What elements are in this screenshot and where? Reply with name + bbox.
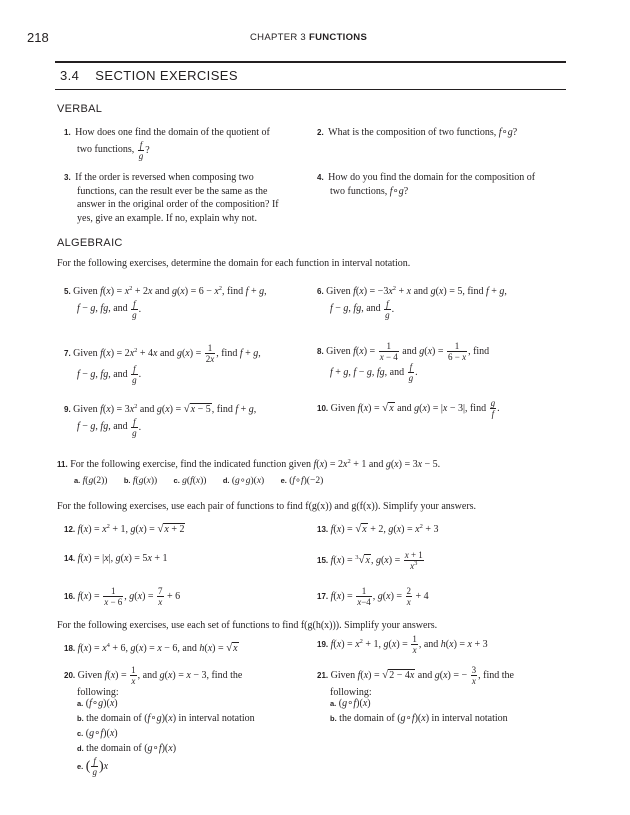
- page-number: 218: [27, 30, 49, 45]
- exercise-number: 19.: [317, 639, 329, 649]
- exercise-17: 17. f(x) = $\frac{1}{x-4}$ , g(x) = $\frac{2}{x}$ + 4: [317, 586, 429, 607]
- section-top-rule: [55, 61, 566, 63]
- chapter-label: CHAPTER 3: [250, 32, 307, 43]
- exercise-5: 5. Given $f(x) = x^2 + 2x$ and $g(x) = 6 - x^2$, find f + g, f − g, fg, and $\frac{f}{g}$ .: [64, 285, 267, 320]
- exercise-19: 19. $f(x) = x^2 + 1$, g(x) = $\frac{1}{x}$ , and h(x) = x + 3: [317, 634, 488, 655]
- exercise-20-parts: a. (f∘g)(x) b. the domain of (f∘g)(x) in interval notation c. (g∘f)(x) d. the domain of (g∘f)(x) e. ( $\frac{f}{g}$ )x: [77, 698, 255, 777]
- verbal-heading: VERBAL: [57, 103, 103, 115]
- instructions-domain: For the following exercises, determine the domain for each function in interval notation.: [57, 258, 411, 269]
- chapter-title: FUNCTIONS: [308, 32, 368, 43]
- exercise-number: 9.: [64, 405, 71, 414]
- exercise-number: 18.: [64, 644, 76, 653]
- exercise-20: 20. Given f(x) = $\frac{1}{x}$ , and g(x) = x − 3, find the following:: [64, 665, 243, 698]
- fraction-f-over-g: $\frac{f}{g}$: [385, 298, 390, 320]
- exercise-number: 2.: [317, 128, 324, 137]
- exercise-3: 3. If the order is reversed when composing two functions, can the result ever be the same as the answer in the original order of the composition? If yes, give an example. If no, explain why not.: [64, 172, 279, 224]
- running-header: [250, 32, 367, 43]
- exercise-number: 3.: [64, 173, 71, 182]
- algebraic-heading: ALGEBRAIC: [57, 237, 123, 249]
- exercise-10: 10. Given f(x) = √x and g(x) = |x − 3|, find $\frac{g}{f}$ .: [317, 398, 500, 419]
- exercise-21: 21. Given f(x) = √2 − 4x and g(x) = − $\frac{3}{x}$ , find the following:: [317, 665, 514, 698]
- exercise-number: 12.: [64, 525, 76, 534]
- exercise-number: 4.: [317, 173, 324, 182]
- exercise-9: 9. Given $f(x) = 3x^2$ and g(x) = √x − 5, find f + g, f − g, fg, and $\frac{f}{g}$ .: [64, 403, 257, 438]
- exercise-1: 1. How does one find the domain of the quotient of two functions, $\frac{f}{g}$ ?: [64, 127, 270, 161]
- exercise-2: 2. What is the composition of two functions, f∘g?: [317, 127, 518, 138]
- exercise-4: 4. How do you find the domain for the composition of two functions, f∘g?: [317, 172, 536, 197]
- exercise-number: 7.: [64, 348, 71, 358]
- exercise-14: 14. f(x) = |x|, g(x) = 5x + 1: [64, 553, 168, 564]
- section-title: [60, 68, 238, 83]
- fraction-f-over-g: $\frac{f}{g}$: [132, 298, 137, 320]
- exercise-number: 21.: [317, 670, 329, 680]
- exercise-11-text: For the following exercise, find the indicated function given: [70, 459, 311, 470]
- exercise-number: 11.: [57, 460, 68, 469]
- exercise-number: 15.: [317, 555, 329, 565]
- exercise-6: 6. Given $f(x) = -3x^2 + x$ and g(x) = 5, find f + g, f − g, fg, and $\frac{f}{g}$ .: [317, 285, 507, 320]
- exercise-18: 18. $f(x) = x^4 + 6$, g(x) = x − 6, and h(x) = √x: [64, 642, 238, 654]
- exercise-8: 8. Given f(x) = $\frac{1}{x - 4}$ and g(x) = $\frac{1}{6 - x}$ , find f + g, f − g, fg, and $\frac{f}{g}$ .: [317, 341, 490, 383]
- exercise-21-parts: a. (g∘f)(x) b. the domain of (g∘f)(x) in interval notation: [330, 698, 508, 724]
- exercise-15: 15. f(x) = $^3$√x, g(x) = $\frac{x + 1}{x^3}$: [317, 550, 423, 571]
- exercise-13: 13. f(x) = √x + 2, $g(x) = x^2 + 3$: [317, 523, 439, 535]
- section-name: SECTION EXERCISES: [95, 68, 238, 83]
- exercise-7: 7. Given $f(x) = 2x^2 + 4x$ and g(x) = $\frac{1}{2x}$ , find f + g, f − g, fg, and $\frac{f}{g}$ .: [64, 343, 261, 385]
- exercise-number: 20.: [64, 670, 76, 680]
- exercise-12: 12. $f(x) = x^2 + 1$, g(x) = √x + 2: [64, 523, 185, 535]
- exercise-number: 13.: [317, 525, 329, 534]
- exercise-number: 10.: [317, 403, 329, 413]
- exercise-11-parts: a. f(g(2)) b. f(g(x)) c. g(f(x)) d. (g∘g)(x) e. (f∘f)(−2): [74, 476, 324, 486]
- instructions-triple: For the following exercises, use each set of functions to find f(g(h(x))). Simplify your answers.: [57, 620, 438, 631]
- exercise-number: 5.: [64, 287, 71, 296]
- exercise-number: 17.: [317, 591, 329, 601]
- exercise-number: 14.: [64, 554, 76, 563]
- instructions-compose: For the following exercises, use each pair of functions to find f(g(x)) and g(f(x)). Simplify your answers.: [57, 501, 477, 512]
- exercise-number: 6.: [317, 287, 324, 296]
- exercise-number: 1.: [64, 128, 71, 137]
- exercise-number: 8.: [317, 346, 324, 356]
- section-number: 3.4: [60, 68, 80, 83]
- section-bottom-rule: [55, 89, 566, 90]
- fraction-f-over-g: $\frac{f}{g}$: [138, 139, 144, 161]
- exercise-11: 11. For the following exercise, find the indicated function given $f(x) = 2x^2 + 1$ and g(x) = 3x − 5.: [57, 458, 441, 470]
- exercise-16: 16. f(x) = $\frac{1}{x - 6}$ , g(x) = $\frac{7}{x}$ + 6: [64, 586, 181, 607]
- exercise-number: 16.: [64, 591, 76, 601]
